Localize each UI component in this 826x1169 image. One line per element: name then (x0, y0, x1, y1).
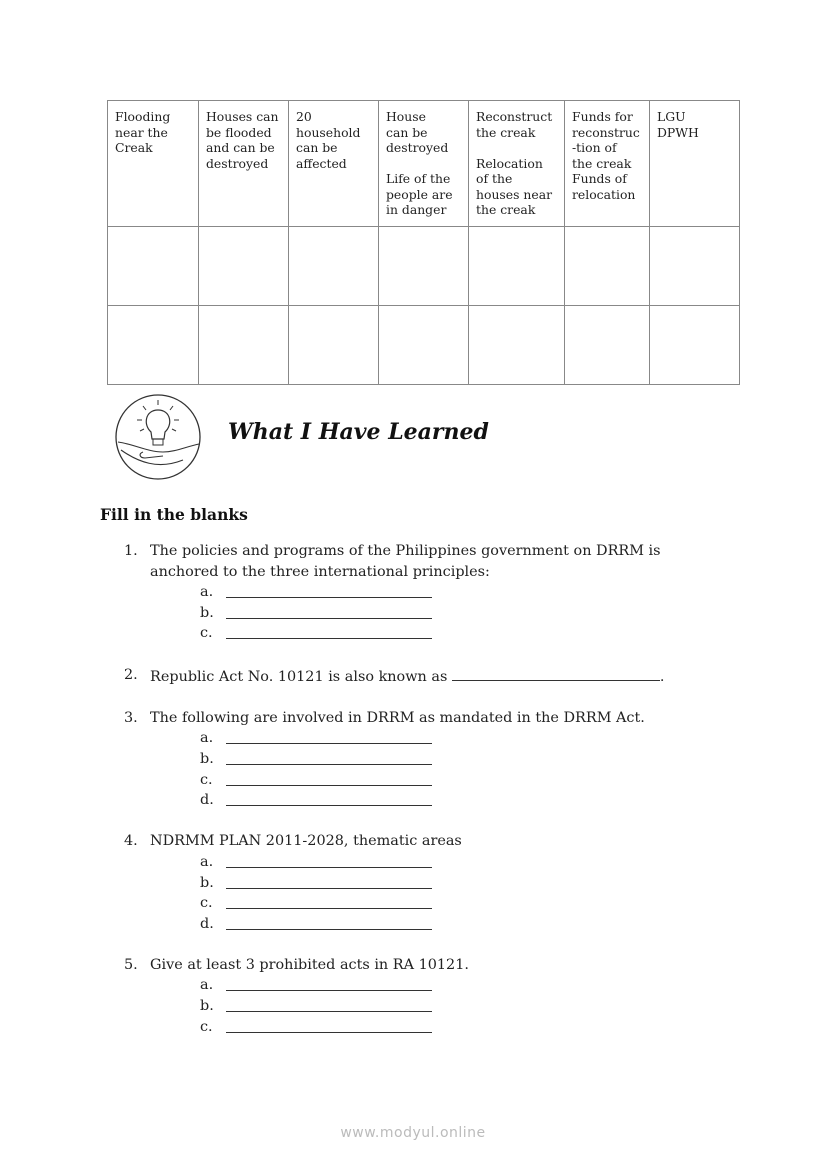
answer-blank[interactable] (226, 996, 432, 1012)
question-suffix: . (659, 668, 665, 685)
table-cell (199, 101, 289, 227)
option-letter: d. (200, 792, 214, 809)
question-number: 2. (124, 666, 138, 683)
table-cell (379, 227, 469, 306)
question-list (124, 541, 684, 1058)
cell-text: House can be destroyed Life of the people are in danger (386, 109, 453, 217)
question-number: 4. (124, 833, 138, 850)
answer-blank[interactable] (452, 665, 660, 681)
table-cell (565, 306, 650, 385)
option-letter: b. (200, 998, 214, 1015)
answer-blank[interactable] (226, 749, 432, 765)
answer-blank[interactable] (226, 1017, 432, 1033)
answer-blank[interactable] (226, 728, 432, 744)
instructions-heading: Fill in the blanks (100, 505, 248, 524)
answer-blank[interactable] (226, 914, 432, 930)
answer-option (200, 975, 684, 996)
option-letter: a. (200, 730, 214, 747)
table-cell (289, 101, 379, 227)
question-number: 1. (124, 543, 138, 559)
table-cell (650, 306, 740, 385)
question-text: NDRMM PLAN 2011-2028, thematic areas (150, 833, 462, 850)
cell-text: Reconstruct the creak Relocation of the houses near the creak (476, 109, 553, 217)
option-letter: b. (200, 750, 214, 767)
question-number: 5. (124, 956, 138, 973)
cell-text: Flooding near the Creak (115, 109, 171, 155)
option-letter: b. (200, 874, 214, 891)
table-cell (108, 306, 199, 385)
question-item (124, 831, 684, 934)
answer-option (200, 790, 684, 811)
table-cell (199, 306, 289, 385)
table-row (108, 306, 740, 385)
question-item (124, 708, 684, 811)
option-letter: a. (200, 584, 214, 601)
option-letter: c. (200, 771, 213, 788)
table-cell (289, 227, 379, 306)
table-cell (650, 101, 740, 227)
watermark: www.modyul.online (340, 1125, 486, 1141)
answer-option (200, 1017, 684, 1038)
answer-option (200, 852, 684, 873)
table-row (108, 101, 740, 227)
cell-text: Houses can be flooded and can be destroyed (206, 109, 279, 171)
lightbulb-hand-icon (113, 392, 203, 482)
question-text: The following are involved in DRRM as mandated in the DRRM Act. (150, 709, 645, 726)
question-text: Republic Act No. 10121 is also known as (150, 668, 448, 685)
table-cell (379, 306, 469, 385)
question-text: The policies and programs of the Philippines government on DRRM is anchored to the three international principles: (150, 543, 661, 580)
answer-blank[interactable] (226, 893, 432, 909)
answer-option (200, 873, 684, 894)
answer-blank[interactable] (226, 873, 432, 889)
answer-option (200, 914, 684, 935)
cell-text: 20 household can be affected (296, 109, 361, 171)
question-item (124, 955, 684, 1037)
option-letter: d. (200, 915, 214, 932)
cell-text: Funds for reconstruc -tion of the creak Funds of relocation (572, 109, 640, 202)
cell-text: LGU DPWH (657, 109, 699, 140)
option-letter: c. (200, 625, 213, 642)
table-row (108, 227, 740, 306)
table-cell (469, 101, 565, 227)
answer-blank[interactable] (226, 975, 432, 991)
table-cell (565, 227, 650, 306)
option-letter: a. (200, 853, 214, 870)
table-cell (565, 101, 650, 227)
option-letter: a. (200, 977, 214, 994)
table-cell (469, 306, 565, 385)
option-letter: c. (200, 1018, 213, 1035)
answer-option (200, 770, 684, 791)
answer-option (200, 749, 684, 770)
question-number: 3. (124, 709, 138, 726)
answer-blank[interactable] (226, 770, 432, 786)
question-text: Give at least 3 prohibited acts in RA 10121. (150, 956, 469, 973)
option-letter: c. (200, 895, 213, 912)
answer-option (200, 582, 684, 603)
activity-table (107, 100, 740, 385)
answer-blank[interactable] (226, 623, 432, 639)
answer-blank[interactable] (226, 790, 432, 806)
answer-option (200, 996, 684, 1017)
table-cell (469, 227, 565, 306)
answer-blank[interactable] (226, 582, 432, 598)
answer-option (200, 893, 684, 914)
table-cell (379, 101, 469, 227)
table-cell (289, 306, 379, 385)
answer-option (200, 728, 684, 749)
question-item (124, 541, 684, 644)
answer-option (200, 623, 684, 644)
section-title: What I Have Learned (228, 419, 489, 445)
option-letter: b. (200, 604, 214, 621)
answer-blank[interactable] (226, 852, 432, 868)
table-cell (199, 227, 289, 306)
table-cell (650, 227, 740, 306)
question-item (124, 665, 684, 688)
table-cell (108, 101, 199, 227)
table-cell (108, 227, 199, 306)
answer-blank[interactable] (226, 603, 432, 619)
answer-option (200, 603, 684, 624)
